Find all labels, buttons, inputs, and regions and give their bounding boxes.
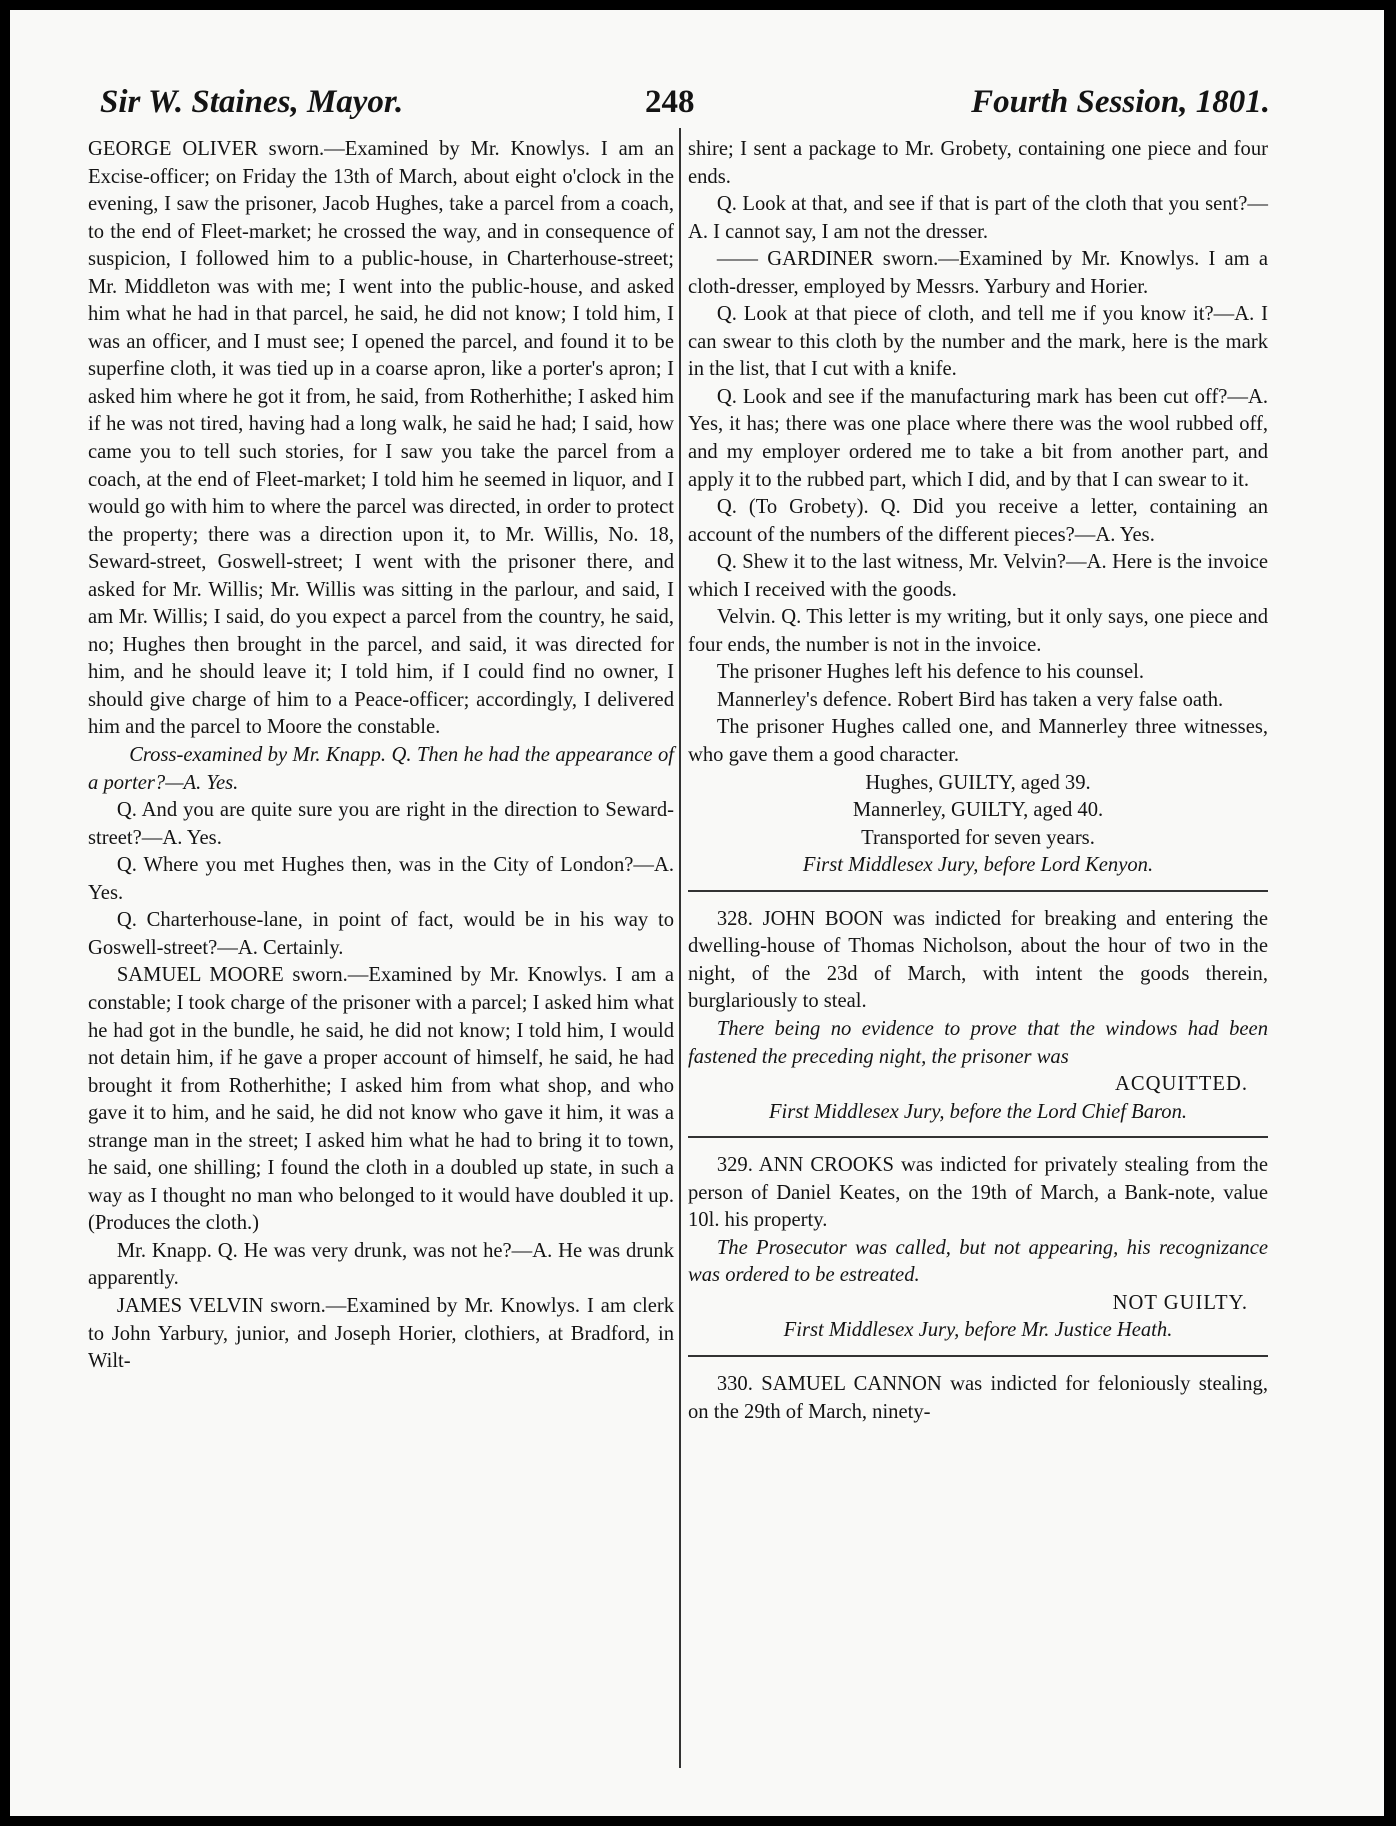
testimony-paragraph: Mr. Knapp. Q. He was very drunk, was not he?—A. He was drunk apparently. [88, 1239, 674, 1290]
right-column [688, 136, 1268, 1426]
header-mayor: Sir W. Staines, Mayor. [100, 84, 404, 120]
verdict-line: ACQUITTED. [1115, 1073, 1248, 1096]
column-divider [679, 128, 681, 1768]
testimony-paragraph: Q. Charterhouse-lane, in point of fact, would be in his way to Goswell-street?—A. Certainly. [88, 909, 674, 959]
indictment-paragraph: 328. JOHN BOON was indicted for breaking and entering the dwelling-house of Thomas Nicholson, about the hour of two in the night, of the 23d of March, with intent the goods therein, burglariously to steal. [688, 907, 1268, 1013]
testimony-paragraph: Q. Look at that piece of cloth, and tell me if you know it?—A. I can swear to this cloth by the number and the mark, here is the mark in the list, that I cut with a knife. [688, 303, 1268, 381]
page-number: 248 [645, 84, 695, 120]
testimony-paragraph: Velvin. Q. This letter is my writing, but it only says, one piece and four ends, the number is not in the invoice. [688, 606, 1268, 656]
court-note: The Prosecutor was called, but not appearing, his recognizance was ordered to be estreated. [688, 1236, 1268, 1287]
testimony-paragraph: GEORGE OLIVER sworn.—Examined by Mr. Knowlys. I am an Excise-officer; on Friday the 13th of March, about eight o'clock in the evening, I saw the prisoner, Jacob Hughes, take a parcel from a coach, to the end of Fleet-market; he crossed the way, and in consequence of suspicion, I followed him to a public-house, in Charterhouse-street; Mr. Middleton was with me; I went into the public-house, and asked him what he had in that parcel, he said, he did not know; I told him, I was an officer, and I must see; I opened the parcel, and found it to be superfine cloth, it was tied up in a coarse apron, like a porter's apron; I asked him where he got it from, he said, from Rotherhithe; I asked him if he was not tired, having had a long walk, he said he had; I said, how came you to tell such stories, for I saw you take the parcel from a coach, at the end of Fleet-market; I told him he seemed in liquor, and I would go with him to where the parcel was directed, in order to protect the property; there was a direction upon it, to Mr. Willis, No. 18, Seward-street, Goswell-street; I went with the prisoner there, and asked for Mr. Willis; Mr. Willis was sitting in the parlour, and said, I am Mr. Willis; I said, do you expect a parcel from the country, he said, no; Hughes then brought in the parcel, and said, it was directed for him, and he should leave it; I told him, if I could find no owner, I should give charge of him to a Peace-officer; accordingly, I delivered him and the parcel to Moore the constable. [88, 138, 674, 739]
left-column [88, 136, 674, 1376]
jury-line: First Middlesex Jury, before Lord Kenyon. [802, 854, 1154, 877]
sentence-line: Transported for seven years. [861, 826, 1095, 849]
section-rule [688, 890, 1268, 892]
indictment-paragraph: 329. ANN CROOKS was indicted for privately stealing from the person of Daniel Keates, on the 19th of March, a Bank-note, value 10l. his property. [688, 1154, 1268, 1232]
verdict-line: NOT GUILTY. [1112, 1291, 1248, 1314]
testimony-paragraph: Q. Look and see if the manufacturing mark has been cut off?—A. Yes, it has; there was one place where there was the wool rubbed off, and my employer ordered me to take a bit from another part, and apply it to the rubbed part, which I did, and by that I can swear to it. [688, 385, 1268, 491]
testimony-paragraph: Q. Shew it to the last witness, Mr. Velvin?—A. Here is the invoice which I received with the goods. [688, 551, 1268, 601]
testimony-paragraph: Cross-examined by Mr. Knapp. Q. Then he had the appearance of a porter?—A. Yes. [88, 744, 674, 794]
testimony-paragraph: Q. Where you met Hughes then, was in the City of London?—A. Yes. [88, 854, 674, 904]
testimony-paragraph: Q. And you are quite sure you are right in the direction to Seward-street?—A. Yes. [88, 799, 674, 849]
jury-line: First Middlesex Jury, before Mr. Justice Heath. [783, 1319, 1173, 1342]
indictment-paragraph: 330. SAMUEL CANNON was indicted for feloniously stealing, on the 29th of March, ninety- [688, 1372, 1268, 1423]
testimony-paragraph: Q. Look at that, and see if that is part of the cloth that you sent?—A. I cannot say, I am not the dresser. [688, 193, 1268, 243]
section-rule [688, 1355, 1268, 1357]
section-rule [688, 1136, 1268, 1138]
page-header [100, 84, 1270, 124]
jury-line: First Middlesex Jury, before the Lord Chief Baron. [768, 1100, 1188, 1123]
book-page [10, 10, 1384, 1816]
header-session: Fourth Session, 1801. [971, 84, 1270, 120]
testimony-paragraph: Q. (To Grobety). Q. Did you receive a letter, containing an account of the numbers of the different pieces?—A. Yes. [688, 496, 1268, 546]
testimony-paragraph: Mannerley's defence. Robert Bird has taken a very false oath. [716, 688, 1224, 711]
testimony-paragraph: JAMES VELVIN sworn.—Examined by Mr. Knowlys. I am clerk to John Yarbury, junior, and Joseph Horier, clothiers, at Bradford, in Wilt- [88, 1294, 674, 1373]
testimony-paragraph: The prisoner Hughes left his defence to his counsel. [716, 661, 1145, 684]
testimony-paragraph: shire; I sent a package to Mr. Grobety, containing one piece and four ends. [688, 138, 1268, 188]
testimony-paragraph: SAMUEL MOORE sworn.—Examined by Mr. Knowlys. I am a constable; I took charge of the prisoner with a parcel; I asked him what he had got in the bundle, he said, he did not know; I told him, I would not detain him, if he gave a proper account of himself, he said, he had brought it from Rotherhithe; I asked him from what shop, and who gave it to him, and he said, he did not know who gave it him, it was a strange man in the street; I asked him what he had to bring it to town, he said, one shilling; I found the cloth in a doubled up state, in such a way as I thought no man who belonged to it would have doubled it up. (Produces the cloth.) [88, 964, 674, 1235]
testimony-paragraph: The prisoner Hughes called one, and Mannerley three witnesses, who gave them a good character. [688, 716, 1268, 767]
verdict-line: Hughes, GUILTY, aged 39. [865, 771, 1091, 794]
testimony-paragraph: —— GARDINER sworn.—Examined by Mr. Knowlys. I am a cloth-dresser, employed by Messrs. Yarbury and Horier. [688, 248, 1268, 298]
verdict-line: Mannerley, GUILTY, aged 40. [852, 799, 1104, 822]
court-note: There being no evidence to prove that the windows had been fastened the preceding night, the prisoner was [688, 1017, 1268, 1068]
